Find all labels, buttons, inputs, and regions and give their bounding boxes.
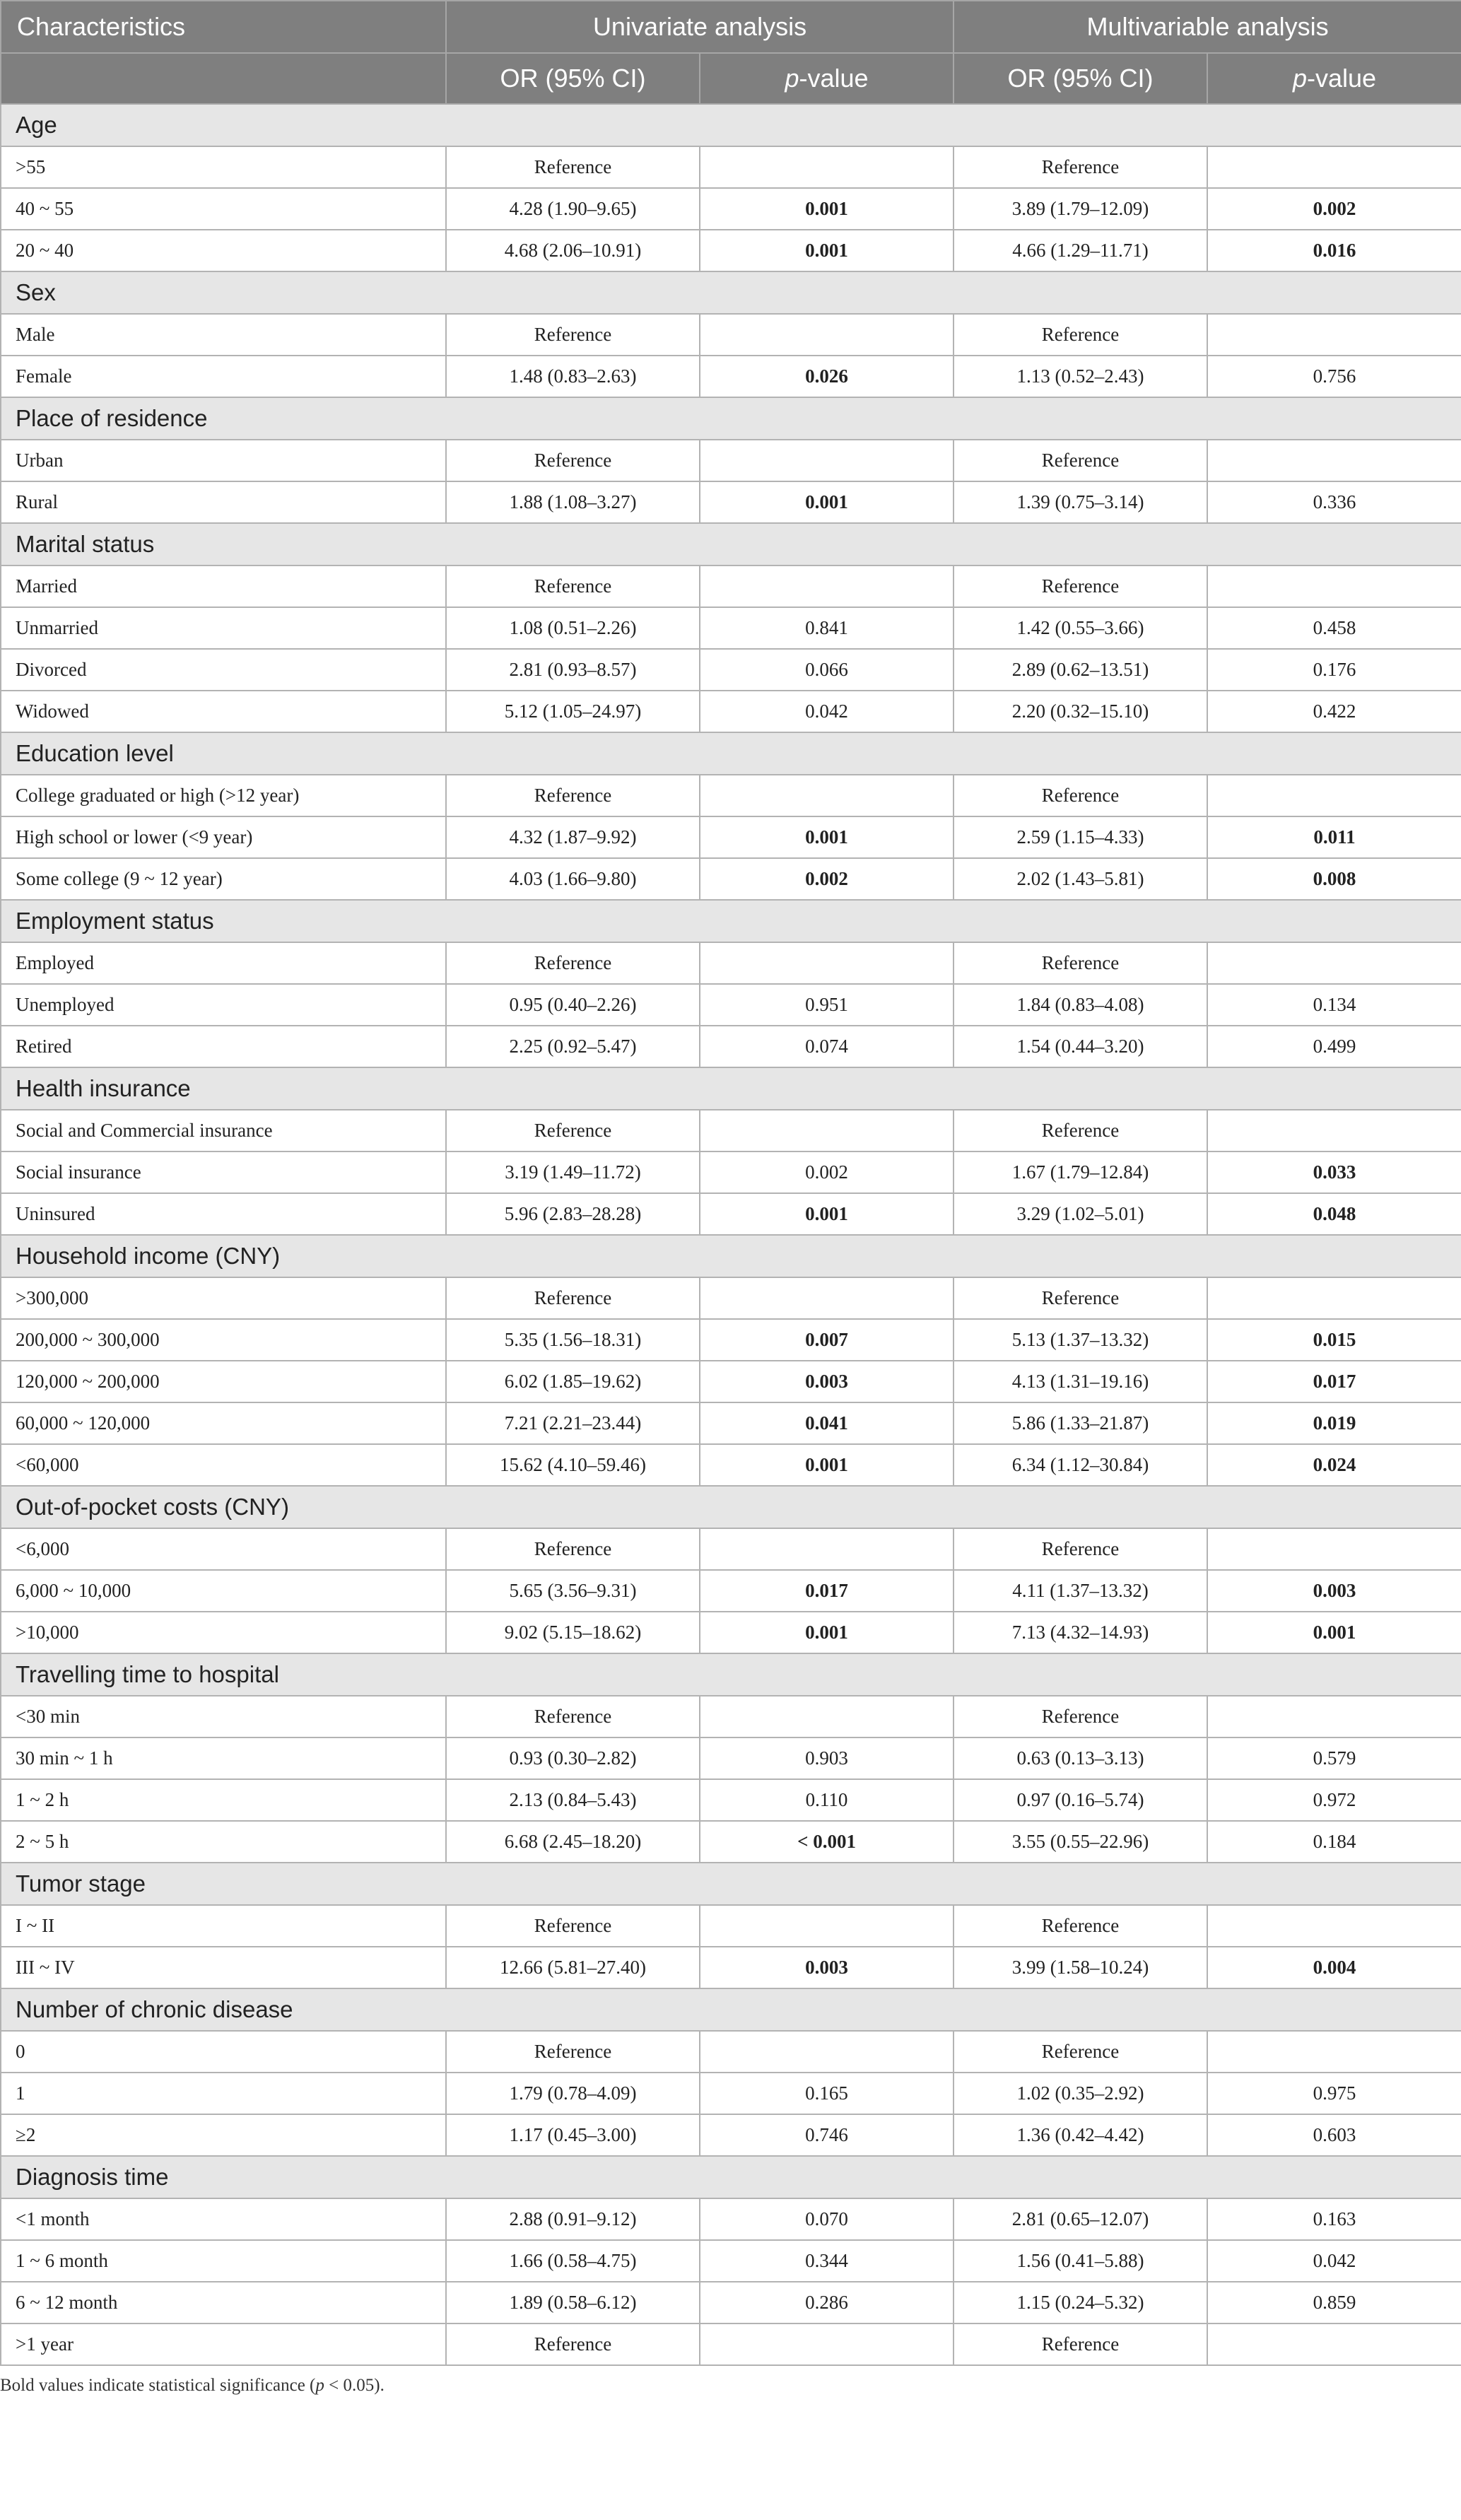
univariate-or-cell: 5.65 (3.56–9.31) xyxy=(446,1570,700,1612)
table-row xyxy=(1,146,1461,188)
row-label: 200,000 ~ 300,000 xyxy=(1,1319,446,1361)
header-blank xyxy=(1,53,446,104)
multivariable-or-cell: 2.89 (0.62–13.51) xyxy=(954,649,1207,691)
univariate-or-cell: Reference xyxy=(446,146,700,188)
univariate-p-cell xyxy=(700,146,954,188)
univariate-p-cell: 0.001 xyxy=(700,1193,954,1235)
row-label: Employed xyxy=(1,942,446,984)
univariate-p-cell: 0.041 xyxy=(700,1402,954,1444)
row-label: 6 ~ 12 month xyxy=(1,2282,446,2323)
multivariable-p-cell: 0.048 xyxy=(1207,1193,1461,1235)
univariate-p-cell: 0.003 xyxy=(700,1947,954,1988)
univariate-p-cell: < 0.001 xyxy=(700,1821,954,1863)
row-label: Some college (9 ~ 12 year) xyxy=(1,858,446,900)
multivariable-p-cell: 0.972 xyxy=(1207,1779,1461,1821)
row-label: College graduated or high (>12 year) xyxy=(1,775,446,816)
multivariable-p-cell: 0.008 xyxy=(1207,858,1461,900)
multivariable-or-cell: 2.20 (0.32–15.10) xyxy=(954,691,1207,732)
table-row xyxy=(1,1696,1461,1737)
row-label: III ~ IV xyxy=(1,1947,446,1988)
univariate-p-cell: 0.746 xyxy=(700,2114,954,2156)
category-row xyxy=(1,523,1461,565)
multivariable-p-cell xyxy=(1207,314,1461,356)
univariate-p-cell: 0.002 xyxy=(700,1151,954,1193)
category-row xyxy=(1,271,1461,314)
multivariable-p-cell xyxy=(1207,2323,1461,2365)
row-label: 1 ~ 6 month xyxy=(1,2240,446,2282)
category-title: Employment status xyxy=(1,900,1461,942)
table-row xyxy=(1,775,1461,816)
univariate-or-cell: Reference xyxy=(446,565,700,607)
table-row xyxy=(1,2240,1461,2282)
multivariable-or-cell: Reference xyxy=(954,1110,1207,1151)
row-label: 2 ~ 5 h xyxy=(1,1821,446,1863)
univariate-or-cell: 3.19 (1.49–11.72) xyxy=(446,1151,700,1193)
multivariable-p-cell xyxy=(1207,1696,1461,1737)
multivariable-p-cell: 0.019 xyxy=(1207,1402,1461,1444)
univariate-p-cell xyxy=(700,942,954,984)
row-label: 40 ~ 55 xyxy=(1,188,446,230)
multivariable-or-cell: Reference xyxy=(954,775,1207,816)
multivariable-or-cell: Reference xyxy=(954,942,1207,984)
header-univariate: Univariate analysis xyxy=(446,1,954,53)
univariate-p-cell xyxy=(700,565,954,607)
table-row xyxy=(1,1612,1461,1653)
univariate-p-cell: 0.007 xyxy=(700,1319,954,1361)
multivariable-or-cell: 4.13 (1.31–19.16) xyxy=(954,1361,1207,1402)
multivariable-p-cell xyxy=(1207,1277,1461,1319)
multivariable-or-cell: 1.36 (0.42–4.42) xyxy=(954,2114,1207,2156)
row-label: ≥2 xyxy=(1,2114,446,2156)
univariate-p-cell: 0.001 xyxy=(700,1612,954,1653)
multivariable-or-cell: 1.42 (0.55–3.66) xyxy=(954,607,1207,649)
multivariable-p-cell xyxy=(1207,2031,1461,2073)
table-header xyxy=(1,1,1461,104)
multivariable-or-cell: 6.34 (1.12–30.84) xyxy=(954,1444,1207,1486)
row-label: Urban xyxy=(1,440,446,481)
multivariable-or-cell: Reference xyxy=(954,1696,1207,1737)
multivariable-p-cell: 0.033 xyxy=(1207,1151,1461,1193)
category-title: Health insurance xyxy=(1,1067,1461,1110)
multivariable-p-cell: 0.163 xyxy=(1207,2198,1461,2240)
category-row xyxy=(1,1988,1461,2031)
multivariable-p-cell: 0.042 xyxy=(1207,2240,1461,2282)
multivariable-p-cell: 0.003 xyxy=(1207,1570,1461,1612)
univariate-or-cell: 1.79 (0.78–4.09) xyxy=(446,2073,700,2114)
univariate-or-cell: 1.66 (0.58–4.75) xyxy=(446,2240,700,2282)
row-label: Divorced xyxy=(1,649,446,691)
header-multivariable-p xyxy=(1207,53,1461,104)
multivariable-p-cell: 0.603 xyxy=(1207,2114,1461,2156)
table-row xyxy=(1,188,1461,230)
table-row xyxy=(1,1402,1461,1444)
table-row xyxy=(1,2198,1461,2240)
univariate-p-cell: 0.001 xyxy=(700,1444,954,1486)
multivariable-p-cell: 0.458 xyxy=(1207,607,1461,649)
row-label: 1 xyxy=(1,2073,446,2114)
table-row xyxy=(1,1821,1461,1863)
row-label: 60,000 ~ 120,000 xyxy=(1,1402,446,1444)
category-title: Marital status xyxy=(1,523,1461,565)
multivariable-p-cell: 0.016 xyxy=(1207,230,1461,271)
multivariable-or-cell: Reference xyxy=(954,2031,1207,2073)
multivariable-or-cell: 2.02 (1.43–5.81) xyxy=(954,858,1207,900)
univariate-or-cell: 9.02 (5.15–18.62) xyxy=(446,1612,700,1653)
category-title: Education level xyxy=(1,732,1461,775)
univariate-p-cell: 0.951 xyxy=(700,984,954,1026)
table-row xyxy=(1,440,1461,481)
multivariable-p-cell: 0.176 xyxy=(1207,649,1461,691)
row-label: Social and Commercial insurance xyxy=(1,1110,446,1151)
multivariable-or-cell: 1.56 (0.41–5.88) xyxy=(954,2240,1207,2282)
multivariable-or-cell: 1.39 (0.75–3.14) xyxy=(954,481,1207,523)
table-row xyxy=(1,1947,1461,1988)
table-row xyxy=(1,2323,1461,2365)
row-label: <1 month xyxy=(1,2198,446,2240)
table-row xyxy=(1,858,1461,900)
multivariable-p-cell: 0.756 xyxy=(1207,356,1461,397)
univariate-or-cell: 2.25 (0.92–5.47) xyxy=(446,1026,700,1067)
category-row xyxy=(1,397,1461,440)
table-row xyxy=(1,1361,1461,1402)
category-title: Diagnosis time xyxy=(1,2156,1461,2198)
table-row xyxy=(1,2073,1461,2114)
multivariable-or-cell: 3.89 (1.79–12.09) xyxy=(954,188,1207,230)
row-label: 6,000 ~ 10,000 xyxy=(1,1570,446,1612)
multivariable-p-cell xyxy=(1207,942,1461,984)
category-row xyxy=(1,104,1461,146)
footnote-before: Bold values indicate statistical significance ( xyxy=(0,2376,316,2395)
footnote-after: < 0.05). xyxy=(324,2376,385,2395)
table-row xyxy=(1,984,1461,1026)
univariate-or-cell: 7.21 (2.21–23.44) xyxy=(446,1402,700,1444)
table-row xyxy=(1,607,1461,649)
univariate-or-cell: 5.35 (1.56–18.31) xyxy=(446,1319,700,1361)
row-label: High school or lower (<9 year) xyxy=(1,816,446,858)
univariate-or-cell: Reference xyxy=(446,2031,700,2073)
row-label: Rural xyxy=(1,481,446,523)
multivariable-p-cell xyxy=(1207,1528,1461,1570)
multivariable-p-cell xyxy=(1207,146,1461,188)
row-label: >55 xyxy=(1,146,446,188)
row-label: >1 year xyxy=(1,2323,446,2365)
multivariable-or-cell: Reference xyxy=(954,2323,1207,2365)
table-row xyxy=(1,356,1461,397)
row-label: Retired xyxy=(1,1026,446,1067)
univariate-p-cell: 0.074 xyxy=(700,1026,954,1067)
multivariable-p-cell: 0.422 xyxy=(1207,691,1461,732)
univariate-p-cell: 0.903 xyxy=(700,1737,954,1779)
category-title: Household income (CNY) xyxy=(1,1235,1461,1277)
multivariable-or-cell: Reference xyxy=(954,440,1207,481)
table-row xyxy=(1,1026,1461,1067)
multivariable-p-cell: 0.024 xyxy=(1207,1444,1461,1486)
multivariable-or-cell: 1.54 (0.44–3.20) xyxy=(954,1026,1207,1067)
univariate-or-cell: 4.68 (2.06–10.91) xyxy=(446,230,700,271)
multivariable-or-cell: 3.99 (1.58–10.24) xyxy=(954,1947,1207,1988)
row-label: Unemployed xyxy=(1,984,446,1026)
univariate-or-cell: 1.08 (0.51–2.26) xyxy=(446,607,700,649)
multivariable-or-cell: Reference xyxy=(954,314,1207,356)
univariate-p-cell xyxy=(700,1696,954,1737)
row-label: 1 ~ 2 h xyxy=(1,1779,446,1821)
univariate-p-cell xyxy=(700,1905,954,1947)
table-row xyxy=(1,1570,1461,1612)
row-label: <6,000 xyxy=(1,1528,446,1570)
univariate-p-cell: 0.066 xyxy=(700,649,954,691)
row-label: Female xyxy=(1,356,446,397)
multivariable-p-cell: 0.134 xyxy=(1207,984,1461,1026)
univariate-or-cell: 1.89 (0.58–6.12) xyxy=(446,2282,700,2323)
category-row xyxy=(1,2156,1461,2198)
multivariable-or-cell: Reference xyxy=(954,565,1207,607)
category-title: Tumor stage xyxy=(1,1863,1461,1905)
table-row xyxy=(1,816,1461,858)
multivariable-p-cell: 0.499 xyxy=(1207,1026,1461,1067)
univariate-or-cell: Reference xyxy=(446,942,700,984)
row-label: I ~ II xyxy=(1,1905,446,1947)
univariate-p-cell: 0.017 xyxy=(700,1570,954,1612)
category-row xyxy=(1,1653,1461,1696)
multivariable-p-cell: 0.975 xyxy=(1207,2073,1461,2114)
multivariable-p-cell: 0.184 xyxy=(1207,1821,1461,1863)
univariate-or-cell: Reference xyxy=(446,440,700,481)
univariate-p-cell: 0.344 xyxy=(700,2240,954,2282)
table-row xyxy=(1,942,1461,984)
category-title: Sex xyxy=(1,271,1461,314)
multivariable-or-cell: 1.67 (1.79–12.84) xyxy=(954,1151,1207,1193)
category-title: Number of chronic disease xyxy=(1,1988,1461,2031)
univariate-or-cell: 12.66 (5.81–27.40) xyxy=(446,1947,700,1988)
multivariable-p-cell xyxy=(1207,1905,1461,1947)
univariate-or-cell: Reference xyxy=(446,2323,700,2365)
univariate-p-cell: 0.001 xyxy=(700,816,954,858)
multivariable-or-cell: 5.86 (1.33–21.87) xyxy=(954,1402,1207,1444)
univariate-or-cell: 2.88 (0.91–9.12) xyxy=(446,2198,700,2240)
univariate-or-cell: 0.95 (0.40–2.26) xyxy=(446,984,700,1026)
category-row xyxy=(1,1863,1461,1905)
category-row xyxy=(1,732,1461,775)
category-title: Age xyxy=(1,104,1461,146)
univariate-p-cell: 0.001 xyxy=(700,230,954,271)
header-characteristics: Characteristics xyxy=(1,1,446,53)
multivariable-p-cell: 0.859 xyxy=(1207,2282,1461,2323)
table-row xyxy=(1,1905,1461,1947)
table-row xyxy=(1,481,1461,523)
univariate-p-cell xyxy=(700,2323,954,2365)
multivariable-or-cell: 1.02 (0.35–2.92) xyxy=(954,2073,1207,2114)
table-row xyxy=(1,1151,1461,1193)
multivariable-p-cell xyxy=(1207,565,1461,607)
univariate-p-cell xyxy=(700,1528,954,1570)
multivariable-or-cell: 5.13 (1.37–13.32) xyxy=(954,1319,1207,1361)
multivariable-or-cell: 7.13 (4.32–14.93) xyxy=(954,1612,1207,1653)
univariate-p-cell: 0.001 xyxy=(700,188,954,230)
univariate-p-cell xyxy=(700,1110,954,1151)
row-label: Widowed xyxy=(1,691,446,732)
header-multivariable-or: OR (95% CI) xyxy=(954,53,1207,104)
row-label: <60,000 xyxy=(1,1444,446,1486)
multivariable-or-cell: Reference xyxy=(954,1528,1207,1570)
multivariable-or-cell: 4.66 (1.29–11.71) xyxy=(954,230,1207,271)
univariate-p-cell: 0.110 xyxy=(700,1779,954,1821)
table-row xyxy=(1,1528,1461,1570)
multivariable-or-cell: 2.81 (0.65–12.07) xyxy=(954,2198,1207,2240)
univariate-or-cell: 2.13 (0.84–5.43) xyxy=(446,1779,700,1821)
table-row xyxy=(1,1779,1461,1821)
row-label: 20 ~ 40 xyxy=(1,230,446,271)
multivariable-p-cell xyxy=(1207,440,1461,481)
table-footnote xyxy=(0,2366,1461,2396)
p-suffix: -value xyxy=(1307,64,1377,93)
univariate-p-cell xyxy=(700,2031,954,2073)
multivariable-or-cell: 1.84 (0.83–4.08) xyxy=(954,984,1207,1026)
table-row xyxy=(1,691,1461,732)
multivariable-or-cell: 4.11 (1.37–13.32) xyxy=(954,1570,1207,1612)
p-italic: p xyxy=(1292,64,1307,93)
table-row xyxy=(1,2282,1461,2323)
univariate-p-cell xyxy=(700,775,954,816)
category-title: Place of residence xyxy=(1,397,1461,440)
univariate-p-cell xyxy=(700,1277,954,1319)
univariate-or-cell: 1.48 (0.83–2.63) xyxy=(446,356,700,397)
multivariable-or-cell: Reference xyxy=(954,1277,1207,1319)
multivariable-or-cell: 0.63 (0.13–3.13) xyxy=(954,1737,1207,1779)
univariate-or-cell: Reference xyxy=(446,1696,700,1737)
row-label: Male xyxy=(1,314,446,356)
row-label: 0 xyxy=(1,2031,446,2073)
univariate-p-cell xyxy=(700,440,954,481)
multivariable-or-cell: 3.29 (1.02–5.01) xyxy=(954,1193,1207,1235)
univariate-p-cell: 0.026 xyxy=(700,356,954,397)
univariate-or-cell: Reference xyxy=(446,1528,700,1570)
row-label: 120,000 ~ 200,000 xyxy=(1,1361,446,1402)
univariate-or-cell: 4.28 (1.90–9.65) xyxy=(446,188,700,230)
univariate-p-cell: 0.070 xyxy=(700,2198,954,2240)
multivariable-p-cell: 0.015 xyxy=(1207,1319,1461,1361)
category-row xyxy=(1,1067,1461,1110)
univariate-or-cell: Reference xyxy=(446,314,700,356)
multivariable-p-cell xyxy=(1207,775,1461,816)
multivariable-p-cell: 0.002 xyxy=(1207,188,1461,230)
univariate-p-cell: 0.042 xyxy=(700,691,954,732)
table-row xyxy=(1,2031,1461,2073)
row-label: >10,000 xyxy=(1,1612,446,1653)
multivariable-p-cell: 0.017 xyxy=(1207,1361,1461,1402)
multivariable-p-cell: 0.336 xyxy=(1207,481,1461,523)
category-row xyxy=(1,1235,1461,1277)
table-row xyxy=(1,1193,1461,1235)
table-row xyxy=(1,230,1461,271)
univariate-or-cell: 15.62 (4.10–59.46) xyxy=(446,1444,700,1486)
univariate-or-cell: 6.02 (1.85–19.62) xyxy=(446,1361,700,1402)
multivariable-p-cell xyxy=(1207,1110,1461,1151)
multivariable-or-cell: 2.59 (1.15–4.33) xyxy=(954,816,1207,858)
category-title: Out-of-pocket costs (CNY) xyxy=(1,1486,1461,1528)
univariate-or-cell: 0.93 (0.30–2.82) xyxy=(446,1737,700,1779)
table-row xyxy=(1,1277,1461,1319)
univariate-p-cell: 0.286 xyxy=(700,2282,954,2323)
multivariable-p-cell: 0.001 xyxy=(1207,1612,1461,1653)
univariate-or-cell: 5.12 (1.05–24.97) xyxy=(446,691,700,732)
table-row xyxy=(1,1737,1461,1779)
multivariable-or-cell: Reference xyxy=(954,146,1207,188)
header-univariate-or: OR (95% CI) xyxy=(446,53,700,104)
header-multivariable: Multivariable analysis xyxy=(954,1,1461,53)
univariate-or-cell: Reference xyxy=(446,1277,700,1319)
row-label: Uninsured xyxy=(1,1193,446,1235)
p-suffix: -value xyxy=(799,64,869,93)
univariate-p-cell: 0.001 xyxy=(700,481,954,523)
univariate-or-cell: 6.68 (2.45–18.20) xyxy=(446,1821,700,1863)
table-row xyxy=(1,314,1461,356)
table-row xyxy=(1,565,1461,607)
univariate-p-cell xyxy=(700,314,954,356)
header-univariate-p xyxy=(700,53,954,104)
row-label: Social insurance xyxy=(1,1151,446,1193)
table-row xyxy=(1,649,1461,691)
footnote-p: p xyxy=(315,2376,324,2395)
category-row xyxy=(1,1486,1461,1528)
univariate-or-cell: 1.88 (1.08–3.27) xyxy=(446,481,700,523)
table-row xyxy=(1,2114,1461,2156)
univariate-p-cell: 0.841 xyxy=(700,607,954,649)
row-label: Married xyxy=(1,565,446,607)
multivariable-or-cell: 3.55 (0.55–22.96) xyxy=(954,1821,1207,1863)
multivariable-p-cell: 0.579 xyxy=(1207,1737,1461,1779)
univariate-p-cell: 0.165 xyxy=(700,2073,954,2114)
multivariable-p-cell: 0.004 xyxy=(1207,1947,1461,1988)
univariate-p-cell: 0.002 xyxy=(700,858,954,900)
table-body xyxy=(1,104,1461,2365)
p-italic: p xyxy=(785,64,799,93)
multivariable-or-cell: Reference xyxy=(954,1905,1207,1947)
univariate-or-cell: Reference xyxy=(446,1905,700,1947)
table-row xyxy=(1,1319,1461,1361)
table-row xyxy=(1,1444,1461,1486)
multivariable-p-cell: 0.011 xyxy=(1207,816,1461,858)
univariate-or-cell: 5.96 (2.83–28.28) xyxy=(446,1193,700,1235)
row-label: Unmarried xyxy=(1,607,446,649)
row-label: 30 min ~ 1 h xyxy=(1,1737,446,1779)
multivariable-or-cell: 1.13 (0.52–2.43) xyxy=(954,356,1207,397)
category-title: Travelling time to hospital xyxy=(1,1653,1461,1696)
category-row xyxy=(1,900,1461,942)
row-label: <30 min xyxy=(1,1696,446,1737)
univariate-or-cell: Reference xyxy=(446,775,700,816)
univariate-p-cell: 0.003 xyxy=(700,1361,954,1402)
univariate-or-cell: 4.03 (1.66–9.80) xyxy=(446,858,700,900)
row-label: >300,000 xyxy=(1,1277,446,1319)
multivariable-or-cell: 0.97 (0.16–5.74) xyxy=(954,1779,1207,1821)
table-row xyxy=(1,1110,1461,1151)
univariate-or-cell: 4.32 (1.87–9.92) xyxy=(446,816,700,858)
multivariable-or-cell: 1.15 (0.24–5.32) xyxy=(954,2282,1207,2323)
univariate-or-cell: 2.81 (0.93–8.57) xyxy=(446,649,700,691)
univariate-or-cell: 1.17 (0.45–3.00) xyxy=(446,2114,700,2156)
univariate-or-cell: Reference xyxy=(446,1110,700,1151)
